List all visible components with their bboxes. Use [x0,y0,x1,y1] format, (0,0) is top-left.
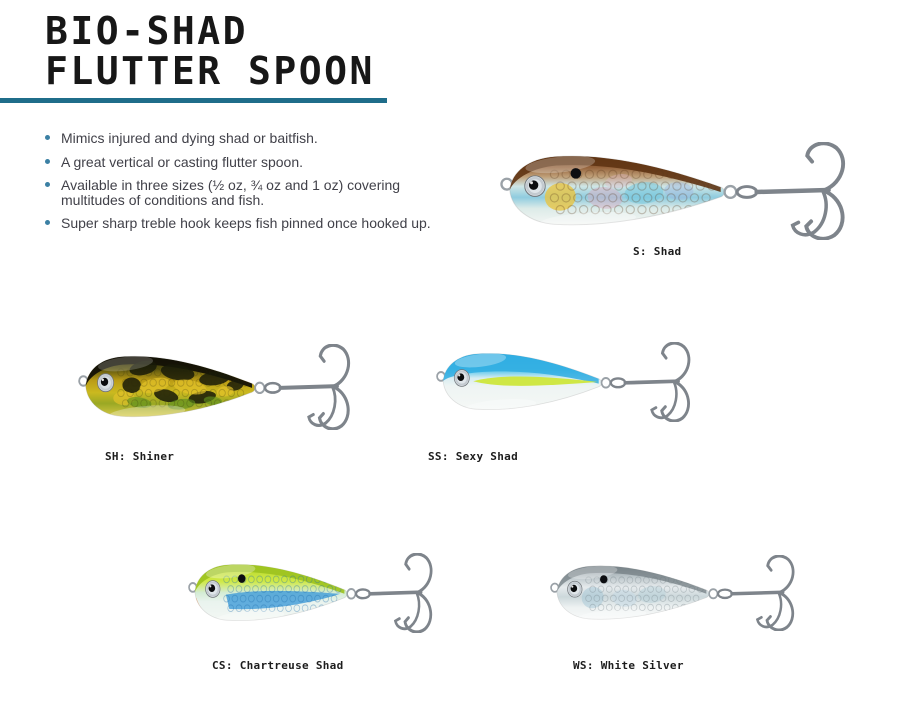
treble-hook-icon [732,556,793,630]
bullet-icon [45,220,50,225]
hook-eye [611,378,625,387]
lure-eye [98,374,114,392]
split-ring [725,186,737,198]
feature-text: Mimics injured and dying shad or baitfish. [61,130,318,146]
hook-eye [737,187,756,198]
treble-hook-icon [280,345,348,429]
gill-spot [571,168,582,179]
split-ring [602,378,611,388]
split-ring [347,589,355,599]
lure-label-shiner: SH: Shiner [105,450,175,463]
feature-item [44,131,436,146]
treble-hook-icon [757,143,843,238]
gill-spot [238,574,245,583]
lure-figure-shiner [78,344,354,463]
lure-image-white-silver [550,555,798,631]
hook-eye [265,383,280,392]
hook-eye [356,589,370,598]
title-underline [0,98,387,103]
bullet-icon [45,135,50,140]
lure-eye [206,581,220,598]
page-title-line2: FLUTTER SPOON [45,49,375,93]
bullet-icon [45,182,50,187]
split-ring [255,383,264,393]
feature-item [44,216,436,231]
lure-image-chartreuse-shad [188,553,436,633]
feature-text: Super sharp treble hook keeps fish pinned once hooked up. [61,215,431,231]
treble-hook-icon [625,343,689,421]
lure-label-shad: S: Shad [633,245,682,258]
treble-hook-icon [370,554,431,632]
page-title [45,11,375,91]
split-ring [709,589,717,598]
feature-item [44,155,436,170]
lure-image-sexy-shad [436,342,694,422]
gill-spot [600,575,607,583]
lure-eye [568,581,582,597]
feature-text: A great vertical or casting flutter spoon. [61,153,304,170]
lure-label-chartreuse-shad: CS: Chartreuse Shad [212,659,344,672]
lure-figure-shad [500,142,850,258]
feature-text: Available in three sizes (½ oz, ¾ oz and 1 oz) covering multitudes of conditions and fish. [61,177,401,208]
lure-figure-sexy-shad [428,342,694,463]
feature-item [44,178,436,207]
lure-figure-chartreuse-shad [188,553,436,672]
lure-eye [454,370,469,387]
lure-figure-white-silver [550,555,798,672]
lure-label-white-silver: WS: White Silver [573,659,684,672]
hook-eye [718,590,732,598]
lure-eye [525,176,545,197]
lure-image-shiner [78,344,354,430]
lure-image-shad [500,142,850,240]
page-title-line1: BIO-SHAD [45,9,249,53]
lure-label-sexy-shad: SS: Sexy Shad [428,450,518,463]
bullet-icon [45,159,50,164]
feature-list [44,131,436,240]
